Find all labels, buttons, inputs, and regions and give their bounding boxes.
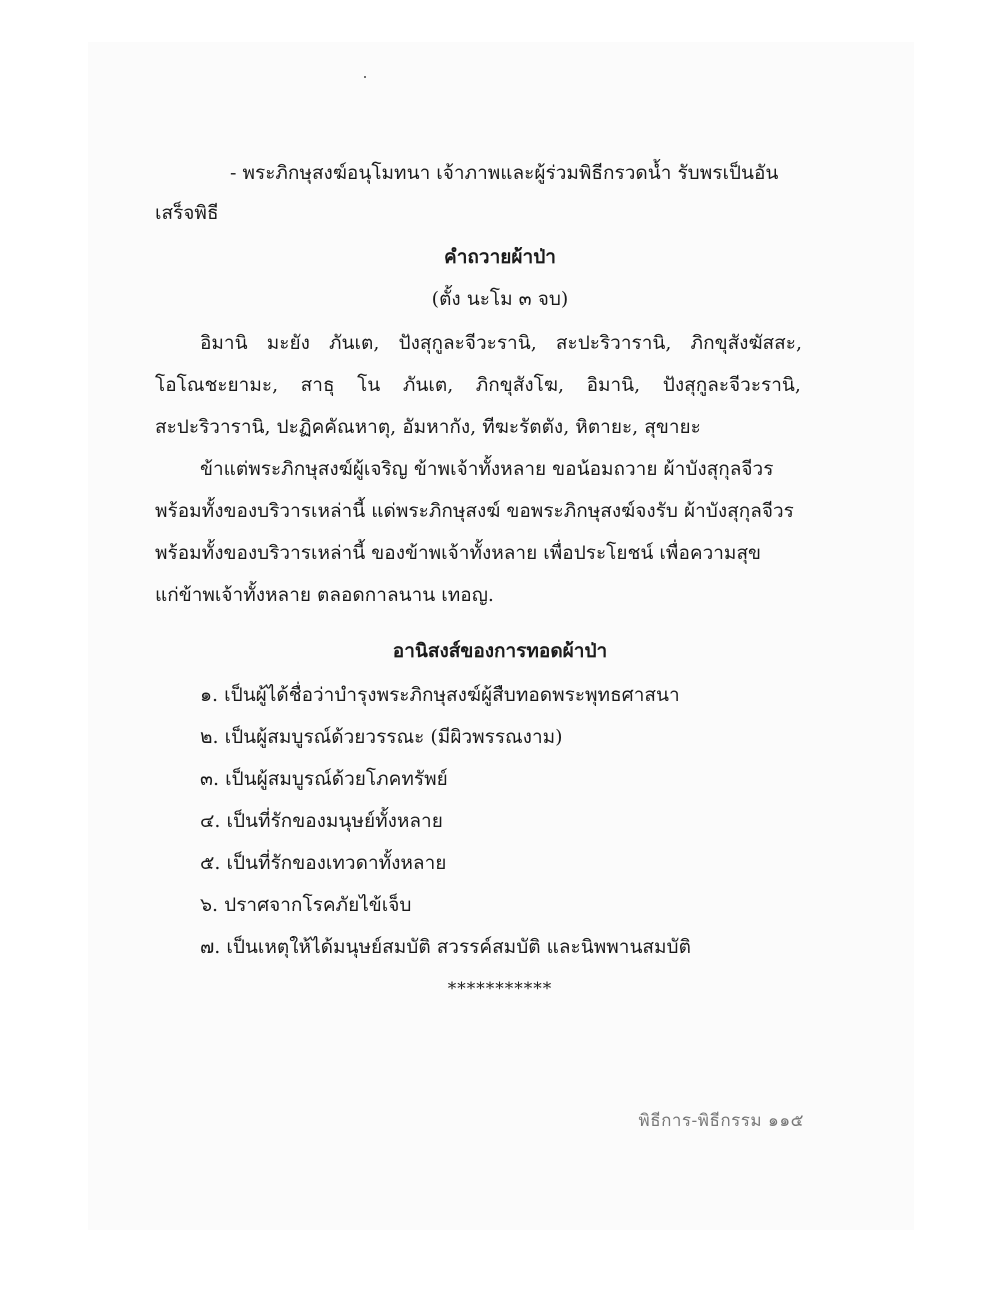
pali-word: สะปะริวารานิ, <box>555 332 672 354</box>
benefit-item-4: ๔. เป็นที่รักของมนุษย์ทั้งหลาย <box>200 810 443 832</box>
benefit-item-7: ๗. เป็นเหตุให้ได้มนุษย์สมบัติ สวรรค์สมบัติ และนิพพานสมบัติ <box>200 936 691 958</box>
pali-line-3: สะปะริวารานิ, ปะฏิคคัณหาตุ, อัมหากัง, ทีฆะรัตตัง, หิตายะ, สุขายะ <box>155 416 701 438</box>
thai-line-3: พร้อมทั้งของบริวารเหล่านี้ ของข้าพเจ้าทั้งหลาย เพื่อประโยชน์ เพื่อความสุข <box>155 542 762 564</box>
pali-word: โอโณชะยามะ, <box>155 374 279 396</box>
intro-line-1: - พระภิกษุสงฆ์อนุโมทนา เจ้าภาพและผู้ร่วมพิธีกรวดน้ำ รับพรเป็นอัน <box>230 162 779 184</box>
pali-line-1 <box>200 330 802 356</box>
pali-word: ภิกขุสังโฆ, <box>475 374 565 396</box>
pali-word: มะยัง <box>266 332 310 354</box>
separator-stars: *********** <box>447 979 553 999</box>
pali-word: ภันเต, <box>329 332 380 354</box>
pali-word: อิมานิ, <box>586 374 641 396</box>
pali-word: สาธุ <box>300 374 335 396</box>
page-footer: พิธีการ-พิธีกรรม ๑๑๕ <box>638 1111 804 1131</box>
benefits-title: อานิสงส์ของการทอดผ้าป่า <box>392 640 608 662</box>
pali-line-2 <box>155 372 801 398</box>
offering-subtitle: (ตั้ง นะโม ๓ จบ) <box>431 288 569 310</box>
pali-word: ปังสุกูละจีวะรานิ, <box>662 374 801 396</box>
thai-line-4: แก่ข้าพเจ้าทั้งหลาย ตลอดกาลนาน เทอญ. <box>155 584 494 606</box>
benefit-item-1: ๑. เป็นผู้ได้ชื่อว่าบำรุงพระภิกษุสงฆ์ผู้สืบทอดพระพุทธศาสนา <box>200 684 680 706</box>
thai-line-1: ข้าแต่พระภิกษุสงฆ์ผู้เจริญ ข้าพเจ้าทั้งหลาย ขอน้อมถวาย ผ้าบังสุกุลจีวร <box>200 458 774 480</box>
pali-word: อิมานิ <box>200 332 248 354</box>
pali-word: ภันเต, <box>402 374 454 396</box>
pali-word: ภิกขุสังฆัสสะ, <box>690 332 802 354</box>
pali-word: ปังสุกูละจีวะรานิ, <box>398 332 537 354</box>
intro-line-2: เสร็จพิธี <box>155 202 219 224</box>
pali-word: โน <box>357 374 381 396</box>
offering-title: คำถวายผ้าป่า <box>444 246 556 268</box>
benefit-item-5: ๕. เป็นที่รักของเทวดาทั้งหลาย <box>200 852 447 874</box>
benefit-item-3: ๓. เป็นผู้สมบูรณ์ด้วยโภคทรัพย์ <box>200 768 448 790</box>
benefit-item-2: ๒. เป็นผู้สมบูรณ์ด้วยวรรณะ (มีผิวพรรณงาม) <box>200 726 563 748</box>
benefit-item-6: ๖. ปราศจากโรคภัยไข้เจ็บ <box>200 894 412 916</box>
thai-line-2: พร้อมทั้งของบริวารเหล่านี้ แด่พระภิกษุสงฆ์ ขอพระภิกษุสงฆ์จงรับ ผ้าบังสุกุลจีวร <box>155 500 794 522</box>
